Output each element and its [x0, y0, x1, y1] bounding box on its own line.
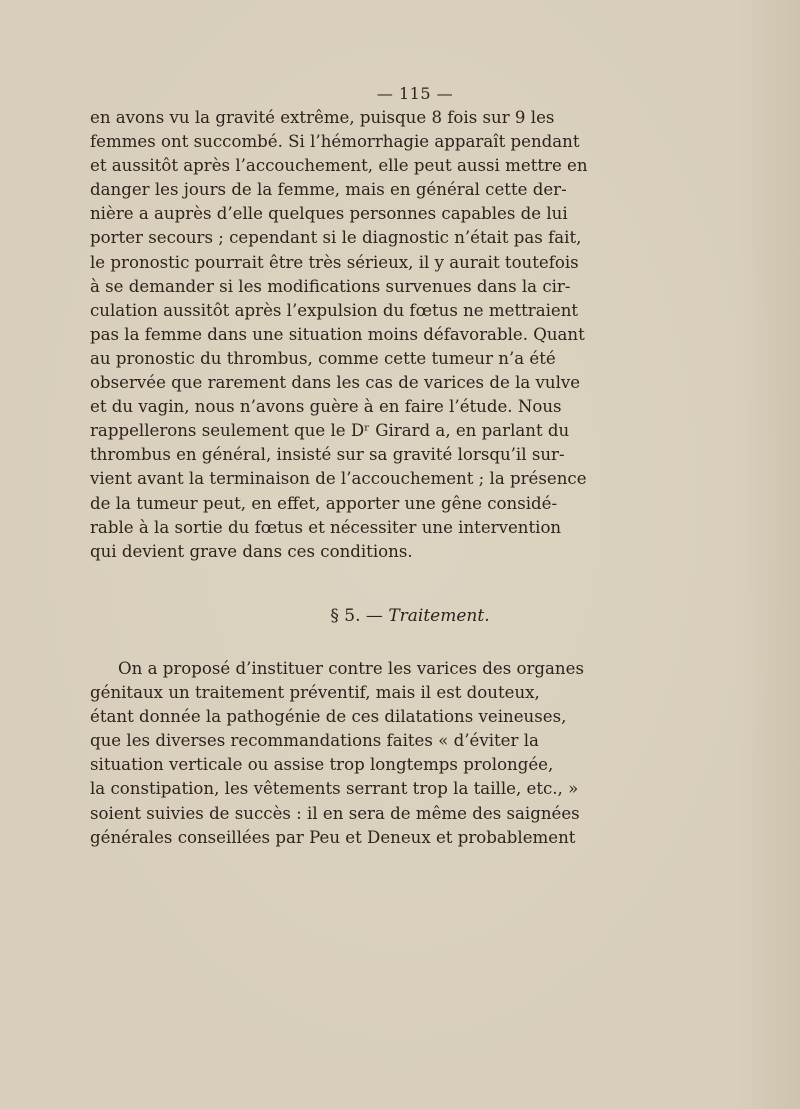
text-line: au pronostic du thrombus, comme cette tumeur n’a été [90, 348, 556, 368]
text-line: la constipation, les vêtements serrant trop la taille, etc., » [90, 779, 579, 799]
section-number: § 5. — [330, 606, 383, 626]
text-line: à se demander si les modifications survenues dans la cir- [90, 276, 571, 296]
text-line: porter secours ; cependant si le diagnostic n’était pas fait, [90, 228, 582, 248]
text-line: en avons vu la gravité extrême, puisque 8 fois sur 9 les [90, 108, 555, 127]
text-line: pas la femme dans une situation moins défavorable. Quant [90, 324, 585, 344]
text-line: vient avant la terminaison de l’accouchement ; la présence [90, 469, 587, 489]
text-line: de la tumeur peut, en effet, apporter une gêne considé- [90, 493, 558, 513]
text-line: situation verticale ou assise trop longtemps prolongée, [90, 755, 554, 775]
text-line: culation aussitôt après l’expulsion du fœtus ne mettraient [90, 300, 579, 320]
text-line: qui devient grave dans ces conditions. [90, 541, 413, 561]
paragraph-treatment [90, 657, 584, 850]
text-line: nière a auprès d’elle quelques personnes capables de lui [90, 204, 568, 224]
text-line: femmes ont succombé. Si l’hémorrhagie apparaît pendant [90, 132, 580, 152]
text-line: On a proposé d’instituer contre les varices des organes [118, 659, 584, 678]
section-title: Traitement. [388, 606, 490, 626]
text-line: observée que rarement dans les cas de varices de la vulve [90, 373, 581, 393]
paragraph-prognosis [90, 106, 588, 564]
text-line: étant donnée la pathogénie de ces dilatations veineuses, [90, 707, 567, 727]
text-line: le pronostic pourrait être très sérieux, il y aurait toutefois [90, 252, 579, 272]
text-line: génitaux un traitement préventif, mais il est douteux, [90, 683, 540, 703]
text-line: rable à la sortie du fœtus et nécessiter une intervention [90, 517, 562, 537]
text-line: que les diverses recommandations faites « d’éviter la [90, 731, 539, 751]
text-line: soient suivies de succès : il en sera de même des saignées [90, 803, 580, 823]
section-heading [10, 606, 800, 626]
text-line: rappellerons seulement que le Dʳ Girard a, en parlant du [90, 421, 570, 441]
text-line: thrombus en général, insisté sur sa gravité lorsqu’il sur- [90, 445, 565, 465]
text-line: danger les jours de la femme, mais en général cette der- [90, 180, 567, 200]
text-line: et du vagin, nous n’avons guère à en faire l’étude. Nous [90, 397, 562, 417]
text-line: et aussitôt après l’accouchement, elle peut aussi mettre en [90, 156, 588, 176]
page-number: — 115 — [376, 84, 454, 103]
text-line: générales conseillées par Peu et Deneux et probablement [90, 827, 576, 847]
